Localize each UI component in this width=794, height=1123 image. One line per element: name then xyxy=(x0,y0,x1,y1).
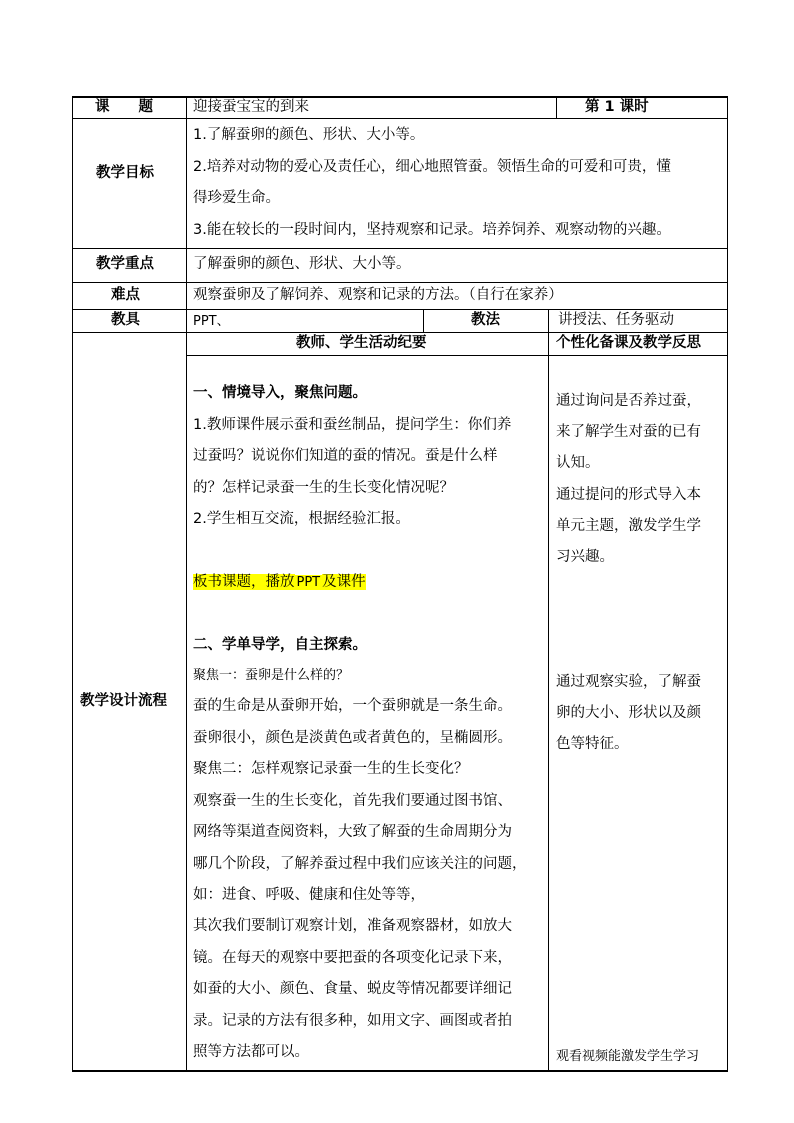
tools-label: 教具 xyxy=(111,312,140,328)
difficulties-text: 观察蚕卵及了解饲养、观察和记录的方法。（自行在家养） xyxy=(193,287,563,303)
activity-line: 蚕的生命是从蚕卵开始，一个蚕卵就是一条生命。 xyxy=(193,698,512,714)
lesson-topic: 迎接蚕宝宝的到来 xyxy=(193,99,309,115)
key-points-text: 了解蚕卵的颜色、形状、大小等。 xyxy=(193,256,411,272)
reflection-line: 色等特征。 xyxy=(556,736,629,752)
activity-line: 网络等渠道查阅资料，大致了解蚕的生命周期分为 xyxy=(193,824,512,840)
activity-line: 哪几个阶段，了解养蚕过程中我们应该关注的问题， xyxy=(193,856,527,872)
reflection-line: 观看视频能激发学生学习 xyxy=(556,1049,700,1064)
method-label: 教法 xyxy=(471,312,500,328)
objective-item: 3.能在较长的一段时间内，坚持观察和记录。培养饲养、观察动物的兴趣。 xyxy=(193,222,671,238)
activity-line: 的？怎样记录蚕一生的生长变化情况呢？ xyxy=(193,480,454,496)
focus-heading: 聚焦二：怎样观察记录蚕一生的生长变化？ xyxy=(193,761,469,777)
lesson-period: 第 1 课时 xyxy=(585,99,649,115)
activity-line: 照等方法都可以。 xyxy=(193,1044,309,1060)
activity-line: 其次我们要制订观察计划，准备观察器材，如放大 xyxy=(193,918,512,934)
reflection-line: 通过观察实验，了解蚕 xyxy=(556,674,701,690)
objectives-label: 教学目标 xyxy=(96,165,154,181)
reflection-line: 来了解学生对蚕的已有 xyxy=(556,424,701,440)
reflection-line: 认知。 xyxy=(556,455,600,471)
activity-line: 观察蚕一生的生长变化，首先我们要通过图书馆、 xyxy=(193,793,512,809)
reflection-line: 通过询问是否养过蚕， xyxy=(556,393,701,409)
topic-label: 课 题 xyxy=(95,99,153,115)
tools-value: PPT、 xyxy=(193,314,230,329)
activity-column-header: 教师、学生活动纪要 xyxy=(296,335,427,351)
method-value: 讲授法、任务驱动 xyxy=(558,312,674,328)
activity-line: 如：进食、呼吸、健康和住处等等， xyxy=(193,887,425,903)
objective-item: 得珍爱生命。 xyxy=(193,190,280,206)
activity-line: 录。记录的方法有很多种，如用文字、画图或者拍 xyxy=(193,1013,512,1029)
activity-line: 2.学生相互交流，根据经验汇报。 xyxy=(193,511,410,527)
key-points-label: 教学重点 xyxy=(96,256,154,272)
objective-item: 2.培养对动物的爱心及责任心，细心地照管蚕。领悟生命的可爱和可贵，懂 xyxy=(193,159,671,175)
focus-heading: 聚焦一：蚕卵是什么样的？ xyxy=(193,668,350,683)
activity-line: 镜。在每天的观察中要把蚕的各项变化记录下来， xyxy=(193,950,512,966)
highlight-text: 板书课题，播放 xyxy=(193,574,295,590)
activity-line: 蚕卵很小，颜色是淡黄色或者黄色的，呈椭圆形。 xyxy=(193,730,512,746)
reflection-column-header: 个性化备课及教学反思 xyxy=(556,335,701,351)
reflection-line: 通过提问的形式导入本 xyxy=(556,487,701,503)
flow-label: 教学设计流程 xyxy=(80,693,167,709)
highlighted-note xyxy=(193,574,366,591)
activity-line: 1.教师课件展示蚕和蚕丝制品，提问学生：你们养 xyxy=(193,417,512,433)
objective-item: 1.了解蚕卵的颜色、形状、大小等。 xyxy=(193,127,425,143)
reflection-line: 习兴趣。 xyxy=(556,549,614,565)
activity-line: 如蚕的大小、颜色、食量、蜕皮等情况都要详细记 xyxy=(193,981,512,997)
difficulties-label: 难点 xyxy=(111,287,140,303)
section-2-title: 二、学单导学，自主探索。 xyxy=(193,637,367,653)
section-1-title: 一、情境导入，聚焦问题。 xyxy=(193,385,367,401)
reflection-line: 卵的大小、形状以及颜 xyxy=(556,705,701,721)
highlight-text: PPT xyxy=(296,575,321,590)
highlight-text: 及课件 xyxy=(322,574,366,590)
reflection-line: 单元主题，激发学生学 xyxy=(556,518,701,534)
activity-line: 过蚕吗？说说你们知道的蚕的情况。蚕是什么样 xyxy=(193,448,498,464)
